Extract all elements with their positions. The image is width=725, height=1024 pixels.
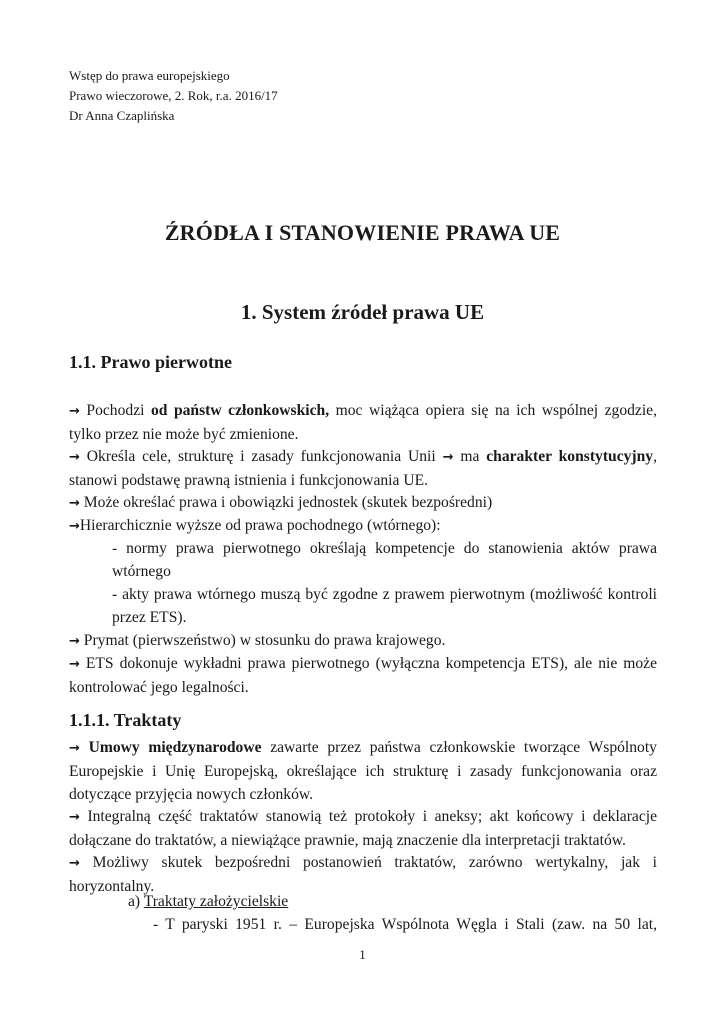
paragraph-international-agreements: → Umowy międzynarodowe zawarte przez państwa członkowskie tworzące Wspólnoty Europejskie i Unię Europejską, określające ich strukturę i zasady funkcjonowania oraz dotyczące przyjęcia nowych członków. — [69, 739, 657, 803]
arrow-icon: → — [69, 856, 80, 871]
list-item-paris-treaty: - T paryski 1951 r. – Europejska Wspólnota Węgla i Stali (zaw. na 50 lat, — [153, 916, 657, 933]
paragraph-primacy: → Prymat (pierwszeństwo) w stosunku do prawa krajowego. — [69, 632, 446, 649]
section-1-1-1-heading: 1.1.1. Traktaty — [69, 710, 182, 730]
section-1-heading: 1. System źródeł prawa UE — [240, 300, 485, 324]
arrow-icon: → — [442, 450, 454, 465]
paragraph-direct-effect: → Może określać prawa i obowiązki jednostek (skutek bezpośredni) — [69, 494, 493, 511]
emphasis: od państw członkowskich, — [150, 402, 330, 419]
arrow-icon: → — [69, 450, 80, 465]
arrow-icon: → — [69, 519, 80, 534]
arrow-icon: → — [69, 404, 80, 419]
emphasis: charakter konstytucyjny — [486, 448, 654, 465]
paragraph-constitutional: → Określa cele, strukturę i zasady funkcjonowania Unii → ma charakter konstytucyjny, stanowi podstawę prawną istnienia i funkcjonowania UE. — [69, 448, 657, 489]
paragraph-effect: → Możliwy skutek bezpośredni postanowień traktatów, zarówno wertykalny, jak i horyzontalny. — [69, 854, 657, 895]
arrow-icon: → — [69, 496, 80, 511]
emphasis: Umowy międzynarodowe — [79, 739, 262, 756]
sub-item-conformity: - akty prawa wtórnego muszą być zgodne z prawem pierwotnym (możliwość kontroli przez ETS). — [112, 586, 657, 626]
arrow-icon: → — [69, 810, 80, 825]
paragraph-hierarchy: →Hierarchicznie wyższe od prawa pochodnego (wtórnego): — [69, 517, 441, 534]
arrow-icon: → — [69, 741, 80, 756]
arrow-icon: → — [69, 657, 80, 672]
header-program: Prawo wieczorowe, 2. Rok, r.a. 2016/17 — [69, 88, 278, 103]
paragraph-origin: → Pochodzi od państw członkowskich, moc wiążąca opiera się na ich wspólnej zgodzie, tylko przez nie może być zmienione. — [69, 402, 657, 443]
sub-item-competences: - normy prawa pierwotnego określają kompetencje do stanowienia aktów prawa wtórnego — [112, 540, 657, 580]
paragraph-ets: → ETS dokonuje wykładni prawa pierwotnego (wyłączna kompetencja ETS), ale nie może kontrolować jego legalności. — [69, 655, 657, 696]
page-number: 1 — [359, 947, 366, 962]
section-1-1-heading: 1.1. Prawo pierwotne — [69, 352, 232, 372]
list-item-founding-treaties: a) Traktaty założycielskie — [128, 893, 289, 910]
document-title: ŹRÓDŁA I STANOWIENIE PRAWA UE — [164, 220, 561, 245]
underlined-label: Traktaty założycielskie — [143, 893, 289, 910]
paragraph-protocols: → Integralną część traktatów stanowią też protokoły i aneksy; akt końcowy i deklaracje dołączane do traktatów, a niewiążące prawnie, mają znaczenie dla interpretacji traktatów. — [69, 808, 657, 849]
arrow-icon: → — [69, 634, 80, 649]
header-author: Dr Anna Czaplińska — [69, 108, 175, 123]
header-course: Wstęp do prawa europejskiego — [69, 68, 230, 83]
